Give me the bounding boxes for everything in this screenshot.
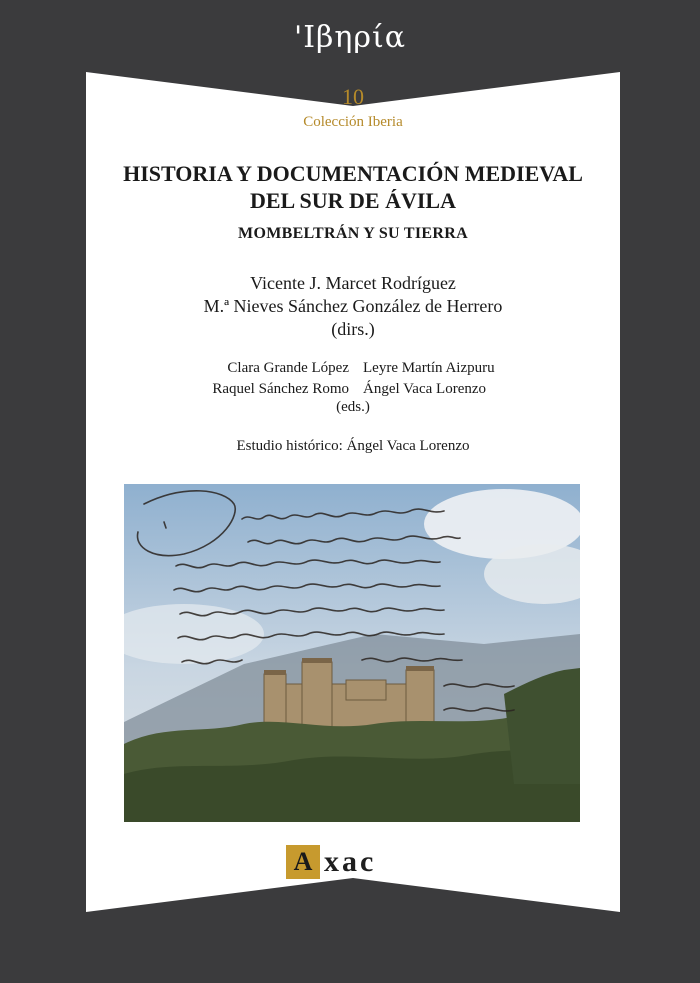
editors-role: (eds.): [336, 399, 370, 415]
editor-name: Leyre Martín Aizpuru: [363, 360, 495, 376]
publisher-logo-text: xac: [324, 845, 377, 878]
editor-name: Ángel Vaca Lorenzo: [363, 381, 487, 397]
series-greek-title: 'Ιβηρία: [293, 20, 407, 55]
book-title-line2: DEL SUR DE ÁVILA: [250, 188, 456, 213]
book-title: [86, 160, 620, 214]
director-name: Vicente J. Marcet Rodríguez: [250, 273, 456, 293]
historical-study-credit: Estudio histórico: Ángel Vaca Lorenzo: [236, 438, 470, 454]
directors-block: [86, 272, 620, 341]
director-name: M.ª Nieves Sánchez González de Herrero: [203, 296, 503, 316]
directors-role: (dirs.): [331, 319, 375, 339]
editors-grid: [176, 358, 536, 400]
cover-panel: [86, 72, 620, 912]
series-number: 10: [342, 84, 364, 109]
series-collection: Colección Iberia: [303, 114, 403, 130]
publisher-logo: [286, 844, 376, 880]
editor-name: Clara Grande López: [227, 360, 349, 376]
publisher-logo-mark: A: [286, 845, 320, 879]
book-title-line1: HISTORIA Y DOCUMENTACIÓN MEDIEVAL: [123, 161, 583, 186]
book-subtitle: MOMBELTRÁN Y SU TIERRA: [238, 225, 468, 242]
cover-photo-castle-manuscript: [124, 484, 580, 822]
editor-name: Raquel Sánchez Romo: [212, 381, 349, 397]
